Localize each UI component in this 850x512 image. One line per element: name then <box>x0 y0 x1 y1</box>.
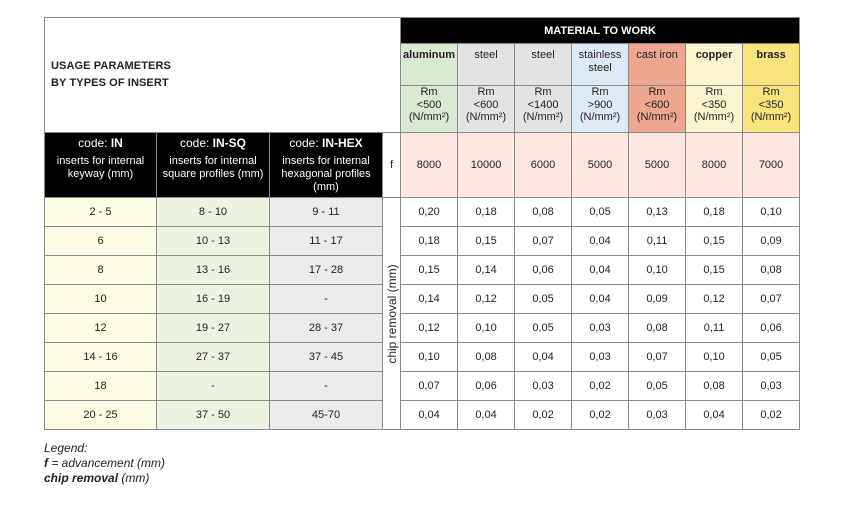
chip-removal-value: 0,03 <box>743 372 800 401</box>
material-rm-cell <box>401 86 458 133</box>
legend-f <box>44 456 165 471</box>
chip-removal-value: 0,04 <box>401 401 458 430</box>
chip-removal-value: 0,04 <box>458 401 515 430</box>
chip-removal-value: 0,06 <box>515 256 572 285</box>
chip-removal-value: 0,03 <box>572 343 629 372</box>
chip-removal-value: 0,10 <box>458 314 515 343</box>
in-size: 2 - 5 <box>45 198 157 227</box>
chip-removal-value: 0,18 <box>458 198 515 227</box>
material-rm-line: >900 <box>587 98 613 111</box>
chip-removal-value: 0,11 <box>686 314 743 343</box>
material-rm-line: Rm <box>591 86 609 98</box>
code-value: IN-SQ <box>212 136 247 150</box>
in-sq-size: - <box>157 372 270 401</box>
table-row <box>45 256 800 285</box>
chip-removal-value: 0,07 <box>629 343 686 372</box>
chip-removal-value: 0,03 <box>572 314 629 343</box>
f-value: 7000 <box>743 133 800 198</box>
chip-removal-value: 0,05 <box>515 314 572 343</box>
legend-chip <box>44 471 165 486</box>
chip-removal-value: 0,15 <box>686 256 743 285</box>
material-rm-line: (N/mm²) <box>522 111 564 123</box>
chip-removal-value: 0,15 <box>458 227 515 256</box>
material-rm-line: Rm <box>534 86 552 98</box>
in-hex-size: 28 - 37 <box>270 314 383 343</box>
in-size: 14 - 16 <box>45 343 157 372</box>
insert-description: inserts for internal square profiles (mm) <box>162 155 264 180</box>
material-name-cell <box>686 44 743 86</box>
chip-removal-value: 0,06 <box>458 372 515 401</box>
in-sq-size: 8 - 10 <box>157 198 270 227</box>
chip-removal-value: 0,03 <box>515 372 572 401</box>
chip-removal-value: 0,10 <box>629 256 686 285</box>
insert-code-label <box>157 137 269 150</box>
legend-heading: Legend: <box>44 441 88 455</box>
chip-removal-value: 0,04 <box>515 343 572 372</box>
in-size: 12 <box>45 314 157 343</box>
legend-chip-text: (mm) <box>118 471 150 485</box>
chip-removal-value: 0,06 <box>743 314 800 343</box>
chip-removal-value: 0,07 <box>401 372 458 401</box>
chip-removal-value: 0,08 <box>629 314 686 343</box>
material-rm-line: <600 <box>473 98 499 111</box>
chip-removal-value: 0,12 <box>401 314 458 343</box>
in-size: 8 <box>45 256 157 285</box>
chip-removal-value: 0,09 <box>629 285 686 314</box>
in-size: 20 - 25 <box>45 401 157 430</box>
in-size: 18 <box>45 372 157 401</box>
chip-removal-value: 0,20 <box>401 198 458 227</box>
insert-code-label <box>45 137 156 150</box>
in-hex-size: 11 - 17 <box>270 227 383 256</box>
material-rm-cell <box>458 86 515 133</box>
table-row <box>45 343 800 372</box>
chip-removal-value: 0,13 <box>629 198 686 227</box>
table-row <box>45 372 800 401</box>
material-name: aluminum <box>403 49 455 61</box>
material-name: steel <box>531 49 555 61</box>
chip-removal-value: 0,02 <box>515 401 572 430</box>
material-name-cell <box>401 44 458 86</box>
insert-description: inserts for internal hexagonal profiles (mm) <box>281 155 371 193</box>
chip-removal-value: 0,08 <box>743 256 800 285</box>
chip-removal-value: 0,04 <box>686 401 743 430</box>
chip-removal-label: chip removal (mm) <box>384 263 399 364</box>
chip-removal-value: 0,10 <box>743 198 800 227</box>
chip-removal-value: 0,02 <box>743 401 800 430</box>
in-hex-size: 17 - 28 <box>270 256 383 285</box>
material-rm-line: <600 <box>644 98 670 111</box>
chip-removal-value: 0,03 <box>629 401 686 430</box>
legend-chip-key: chip removal <box>44 471 119 485</box>
table-row <box>45 314 800 343</box>
chip-removal-value: 0,02 <box>572 372 629 401</box>
chip-removal-value: 0,10 <box>401 343 458 372</box>
table-row <box>45 285 800 314</box>
f-value: 5000 <box>629 133 686 198</box>
legend <box>44 441 165 486</box>
code-prefix: code: <box>179 136 213 150</box>
chip-removal-value: 0,05 <box>572 198 629 227</box>
material-rm-line: <350 <box>758 98 784 111</box>
material-rm-line: (N/mm²) <box>579 111 621 123</box>
chip-removal-value: 0,18 <box>401 227 458 256</box>
material-name: stainless <box>578 49 622 61</box>
material-rm-line: <1400 <box>527 98 559 111</box>
chip-removal-label-cell <box>383 198 401 430</box>
material-name-cell <box>572 44 629 86</box>
code-prefix: code: <box>78 136 111 150</box>
chip-removal-value: 0,05 <box>515 285 572 314</box>
chip-removal-value: 0,10 <box>686 343 743 372</box>
material-name: steel <box>474 49 498 61</box>
in-hex-size: 45-70 <box>270 401 383 430</box>
f-value: 5000 <box>572 133 629 198</box>
material-name-cell <box>629 44 686 86</box>
material-rm-line: (N/mm²) <box>465 111 507 123</box>
chip-removal-value: 0,07 <box>515 227 572 256</box>
material-name-cell <box>743 44 800 86</box>
material-rm-cell <box>515 86 572 133</box>
material-name: brass <box>756 49 786 61</box>
chip-removal-value: 0,15 <box>401 256 458 285</box>
code-value: IN-HEX <box>322 136 363 150</box>
f-value: 8000 <box>686 133 743 198</box>
material-rm-line: Rm <box>420 86 438 98</box>
material-rm-cell <box>686 86 743 133</box>
chip-removal-value: 0,11 <box>629 227 686 256</box>
material-rm-line: (N/mm²) <box>408 111 450 123</box>
f-value: 10000 <box>458 133 515 198</box>
f-label: f <box>383 133 401 198</box>
chip-removal-value: 0,18 <box>686 198 743 227</box>
material-name-cell <box>458 44 515 86</box>
code-prefix: code: <box>289 136 323 150</box>
table-title <box>45 18 401 133</box>
in-sq-size: 37 - 50 <box>157 401 270 430</box>
material-rm-cell <box>743 86 800 133</box>
legend-f-key: f <box>44 456 48 470</box>
material-rm-line: Rm <box>477 86 495 98</box>
insert-description: inserts for internal keyway (mm) <box>56 155 145 180</box>
material-name-cell <box>515 44 572 86</box>
chip-removal-value: 0,02 <box>572 401 629 430</box>
chip-removal-value: 0,14 <box>401 285 458 314</box>
material-name: cast iron <box>636 49 678 61</box>
material-rm-line: (N/mm²) <box>693 111 735 123</box>
material-name: steel <box>588 62 612 74</box>
material-rm-cell <box>572 86 629 133</box>
chip-removal-value: 0,12 <box>686 285 743 314</box>
in-sq-size: 19 - 27 <box>157 314 270 343</box>
in-hex-size: - <box>270 285 383 314</box>
in-size: 6 <box>45 227 157 256</box>
material-rm-line: Rm <box>705 86 723 98</box>
chip-removal-value: 0,08 <box>458 343 515 372</box>
chip-removal-value: 0,09 <box>743 227 800 256</box>
chip-removal-value: 0,04 <box>572 227 629 256</box>
in-sq-size: 27 - 37 <box>157 343 270 372</box>
chip-removal-value: 0,05 <box>629 372 686 401</box>
usage-parameters-table <box>44 17 800 430</box>
insert-code-header <box>45 133 157 198</box>
table-row <box>45 401 800 430</box>
in-sq-size: 13 - 16 <box>157 256 270 285</box>
in-sq-size: 16 - 19 <box>157 285 270 314</box>
material-name: copper <box>695 49 733 61</box>
in-size: 10 <box>45 285 157 314</box>
legend-f-text: = advancement (mm) <box>48 456 166 470</box>
chip-removal-value: 0,07 <box>743 285 800 314</box>
f-value: 8000 <box>401 133 458 198</box>
f-value: 6000 <box>515 133 572 198</box>
title-line-2: BY TYPES OF INSERT <box>51 77 169 89</box>
chip-removal-value: 0,08 <box>686 372 743 401</box>
insert-code-header <box>270 133 383 198</box>
chip-removal-value: 0,04 <box>572 285 629 314</box>
material-rm-line: <500 <box>416 98 442 111</box>
material-rm-line: <350 <box>701 98 727 111</box>
insert-code-header <box>157 133 270 198</box>
chip-removal-value: 0,04 <box>572 256 629 285</box>
material-rm-cell <box>629 86 686 133</box>
code-value: IN <box>110 136 123 150</box>
material-rm-line: Rm <box>648 86 666 98</box>
in-hex-size: 37 - 45 <box>270 343 383 372</box>
chip-removal-value: 0,15 <box>686 227 743 256</box>
title-line-1: USAGE PARAMETERS <box>51 60 171 72</box>
chip-removal-value: 0,14 <box>458 256 515 285</box>
material-rm-line: (N/mm²) <box>750 111 792 123</box>
chip-removal-value: 0,12 <box>458 285 515 314</box>
material-header: MATERIAL TO WORK <box>401 18 800 44</box>
in-sq-size: 10 - 13 <box>157 227 270 256</box>
table-row <box>45 198 800 227</box>
table-row <box>45 227 800 256</box>
chip-removal-value: 0,08 <box>515 198 572 227</box>
insert-code-label <box>270 137 382 150</box>
in-hex-size: 9 - 11 <box>270 198 383 227</box>
in-hex-size: - <box>270 372 383 401</box>
material-rm-line: (N/mm²) <box>636 111 678 123</box>
material-rm-line: Rm <box>762 86 780 98</box>
chip-removal-value: 0,05 <box>743 343 800 372</box>
